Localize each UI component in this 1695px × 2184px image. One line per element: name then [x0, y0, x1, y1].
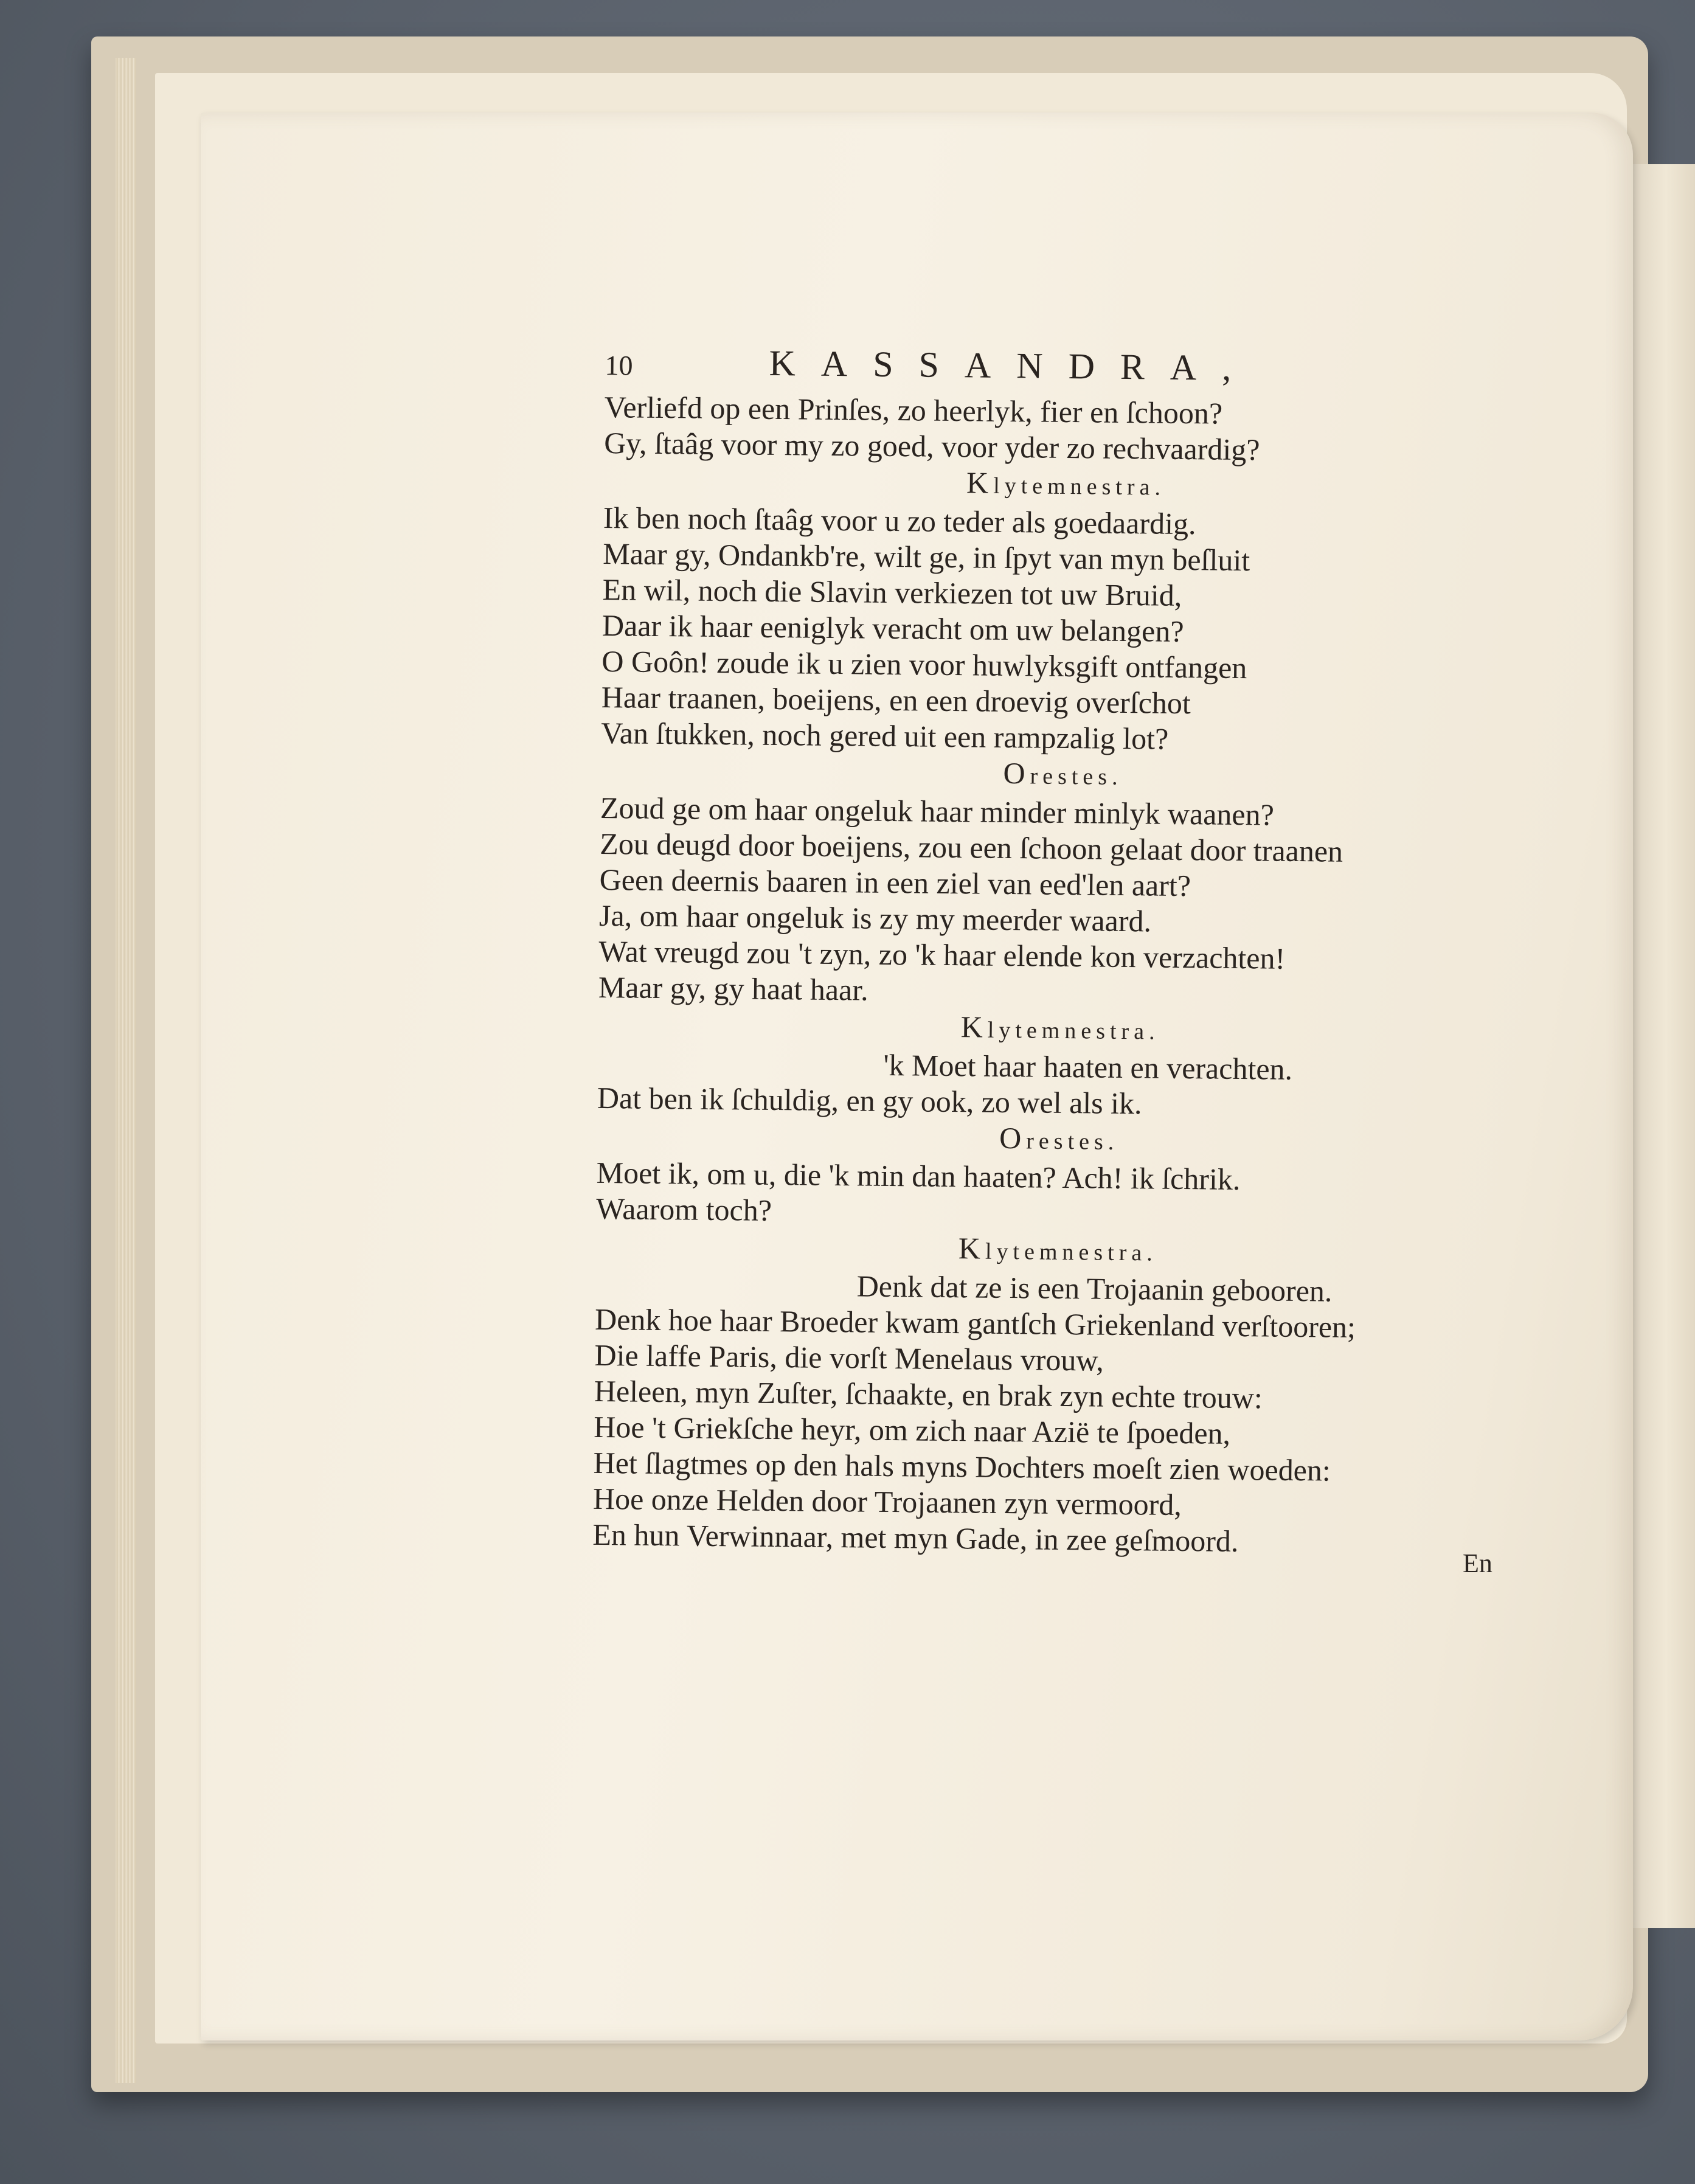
verse-line: Zoud ge om haar ongeluk haar minder minlyk waanen? [600, 790, 1275, 832]
verse-line: Wat vreugd zou 't zyn, zo 'k haar elende kon verzachten! [598, 934, 1286, 976]
verse-line: O Goôn! zoude ik u zien voor huwlyksgift ontfangen [601, 643, 1247, 685]
speaker-name: Orestes. [999, 1120, 1119, 1156]
speaker-name: Klytemnestra. [960, 1010, 1160, 1045]
verse-line: En hun Verwinnaar, met myn Gade, in zee geſmoord. [592, 1517, 1239, 1559]
verse-line: Denk hoe haar Broeder kwam gantſch Griekenland verſtooren; [594, 1302, 1356, 1345]
verse-line: Gy, ſtaâg voor my zo goed, voor yder zo rechvaardig? [603, 425, 1260, 467]
speaker-name: Orestes. [1003, 755, 1123, 791]
verse-line: Het ſlagtmes op den hals myns Dochters moeſt zien woeden: [593, 1445, 1331, 1488]
verse-line: Ik ben noch ſtaâg voor u zo teder als goedaardig. [603, 500, 1196, 541]
verse-line: Dat ben ik ſchuldig, en gy ook, zo wel als ik. [597, 1080, 1142, 1121]
verse-line: En wil, noch die Slavin verkiezen tot uw Bruid, [602, 572, 1182, 612]
verse-line: Heleen, myn Zuſter, ſchaakte, en brak zyn echte trouw: [594, 1373, 1263, 1415]
page-text [592, 341, 1530, 1562]
verse-line: Hoe 't Griekſche heyr, om zich naar Azië te ſpoeden, [594, 1409, 1231, 1451]
speaker-name: Klytemnestra. [966, 465, 1166, 501]
verse-line: Waarom toch? [595, 1191, 772, 1227]
catchword: En [1463, 1548, 1492, 1578]
verse-line: Maar gy, gy haat haar. [598, 969, 868, 1007]
verse-line: Maar gy, Ondankb're, wilt ge, in ſpyt van myn beſluit [603, 536, 1250, 578]
verse-line: Verliefd op een Prinſes, zo heerlyk, fier en ſchoon? [604, 389, 1223, 431]
verse-line: Van ſtukken, noch gered uit een rampzalig lot? [600, 715, 1169, 756]
verse-line: Daar ik haar eeniglyk veracht om uw belangen? [601, 608, 1184, 648]
verse-line: Moet ik, om u, die 'k min dan haaten? Ach! ik ſchrik. [596, 1155, 1241, 1197]
page-edges [116, 58, 136, 2083]
page-number: 10 [605, 349, 633, 381]
verse-line: 'k Moet haar haaten en verachten. [883, 1047, 1293, 1086]
speaker-name: Klytemnestra. [958, 1231, 1157, 1266]
page-header [605, 341, 1530, 399]
verse-line: Haar traanen, boeijens, en een droevig overſchot [601, 679, 1191, 721]
verse-line: Geen deernis baaren in een ziel van eed'len aart? [599, 862, 1191, 903]
verse-line: Die laffe Paris, die vorſt Menelaus vrouw, [594, 1337, 1104, 1378]
verse-line: Denk dat ze is een Trojaanin gebooren. [856, 1269, 1333, 1308]
facing-page-edge [1622, 164, 1695, 1928]
running-title: KASSANDRA, [769, 342, 1257, 389]
verse-line: Ja, om haar ongeluk is zy my meerder waard. [598, 898, 1152, 938]
verse-line: Zou deugd door boeijens, zou een ſchoon gelaat door traanen [600, 826, 1343, 868]
verse-line: Hoe onze Helden door Trojaanen zyn vermoord, [592, 1481, 1182, 1522]
